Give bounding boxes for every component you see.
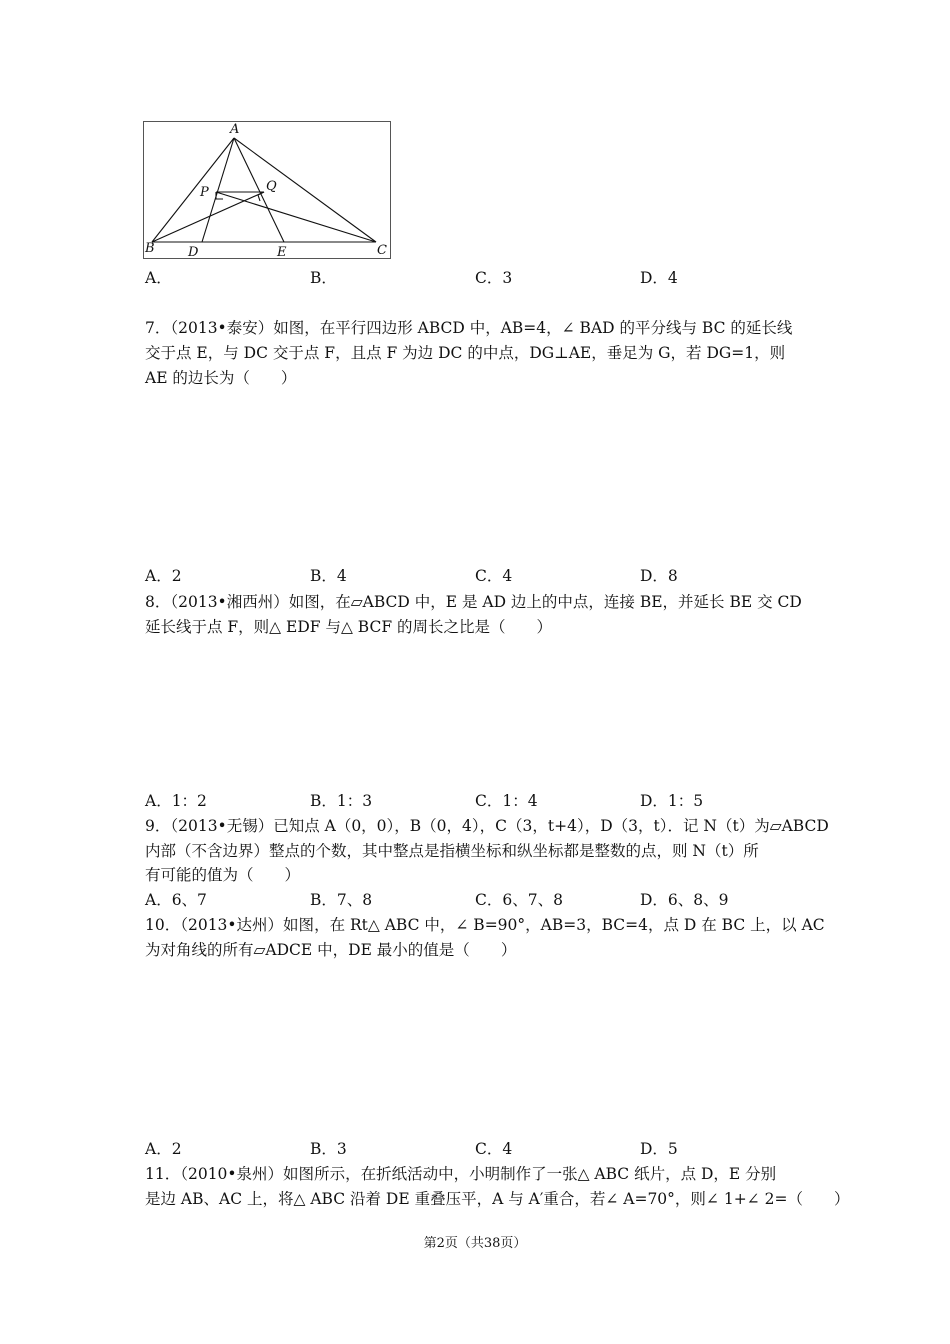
label-e: E [277,245,287,258]
q6-option-c: C．3 [475,269,513,287]
q9-option-b: B．7、8 [310,891,373,909]
segment-ac [234,138,376,242]
label-b: B [145,241,155,256]
label-p: P [200,185,209,200]
page-footer: 第2页（共38页） [423,1236,527,1251]
geometry-figure [143,121,391,259]
q6-option-a: A． [145,269,172,287]
segment-cp [216,192,376,242]
q7-option-b: B．4 [310,567,347,585]
q11-line-1: 11．（2010•泉州）如图所示，在折纸活动中，小明制作了一张△ ABC 纸片，点 D，E 分别 [145,1165,777,1183]
q10-option-b: B．3 [310,1140,347,1158]
segment-ab [152,138,234,242]
q7-line-1: 7．（2013•泰安）如图，在平行四边形 ABCD 中，AB=4，∠ BAD 的平分线与 BC 的延长线 [145,319,793,337]
triangle-diagram [144,122,390,258]
q9-line-3: 有可能的值为（ ） [145,866,301,884]
label-d: D [188,245,199,258]
q7-option-c: C．4 [475,567,513,585]
q10-option-a: A．2 [145,1140,182,1158]
q8-line-1: 8．（2013•湘西州）如图，在▱ABCD 中，E 是 AD 边上的中点，连接 BE，并延长 BE 交 CD [145,593,802,611]
q10-option-d: D．5 [640,1140,678,1158]
label-c: C [377,243,387,258]
q8-line-2: 延长线于点 F，则△ EDF 与△ BCF 的周长之比是（ ） [145,618,553,636]
q8-option-d: D．1：5 [640,792,704,810]
q9-option-d: D．6、8、9 [640,891,729,909]
q7-option-d: D．8 [640,567,678,585]
q6-option-d: D．4 [640,269,678,287]
q9-option-c: C．6、7、8 [475,891,563,909]
q8-option-a: A．1：2 [145,792,207,810]
q11-line-2: 是边 AB、AC 上，将△ ABC 沿着 DE 重叠压平，A 与 A′重合，若∠ A=70°，则∠ 1+∠ 2=（ ） [145,1190,850,1208]
q10-option-c: C．4 [475,1140,513,1158]
q10-line-2: 为对角线的所有▱ADCE 中，DE 最小的值是（ ） [145,941,517,959]
label-a: A [230,122,240,137]
q7-line-3: AE 的边长为（ ） [145,369,297,387]
q8-option-c: C．1：4 [475,792,538,810]
q9-line-1: 9．（2013•无锡）已知点 A（0，0），B（0，4），C（3，t+4），D（3，t）．记 N（t）为▱ABCD [145,817,829,835]
q9-option-a: A．6、7 [145,891,207,909]
label-q: Q [266,179,277,194]
q7-option-a: A．2 [145,567,182,585]
q6-option-b: B． [310,269,337,287]
q10-line-1: 10．（2013•达州）如图，在 Rt△ ABC 中，∠ B=90°，AB=3，BC=4，点 D 在 BC 上，以 AC [145,916,825,934]
q9-line-2: 内部（不含边界）整点的个数，其中整点是指横坐标和纵坐标都是整数的点，则 N（t）所 [145,842,759,860]
q8-option-b: B．1：3 [310,792,373,810]
q7-line-2: 交于点 E，与 DC 交于点 F，且点 F 为边 DC 的中点，DG⊥AE，垂足为 G，若 DG=1，则 [145,344,786,362]
